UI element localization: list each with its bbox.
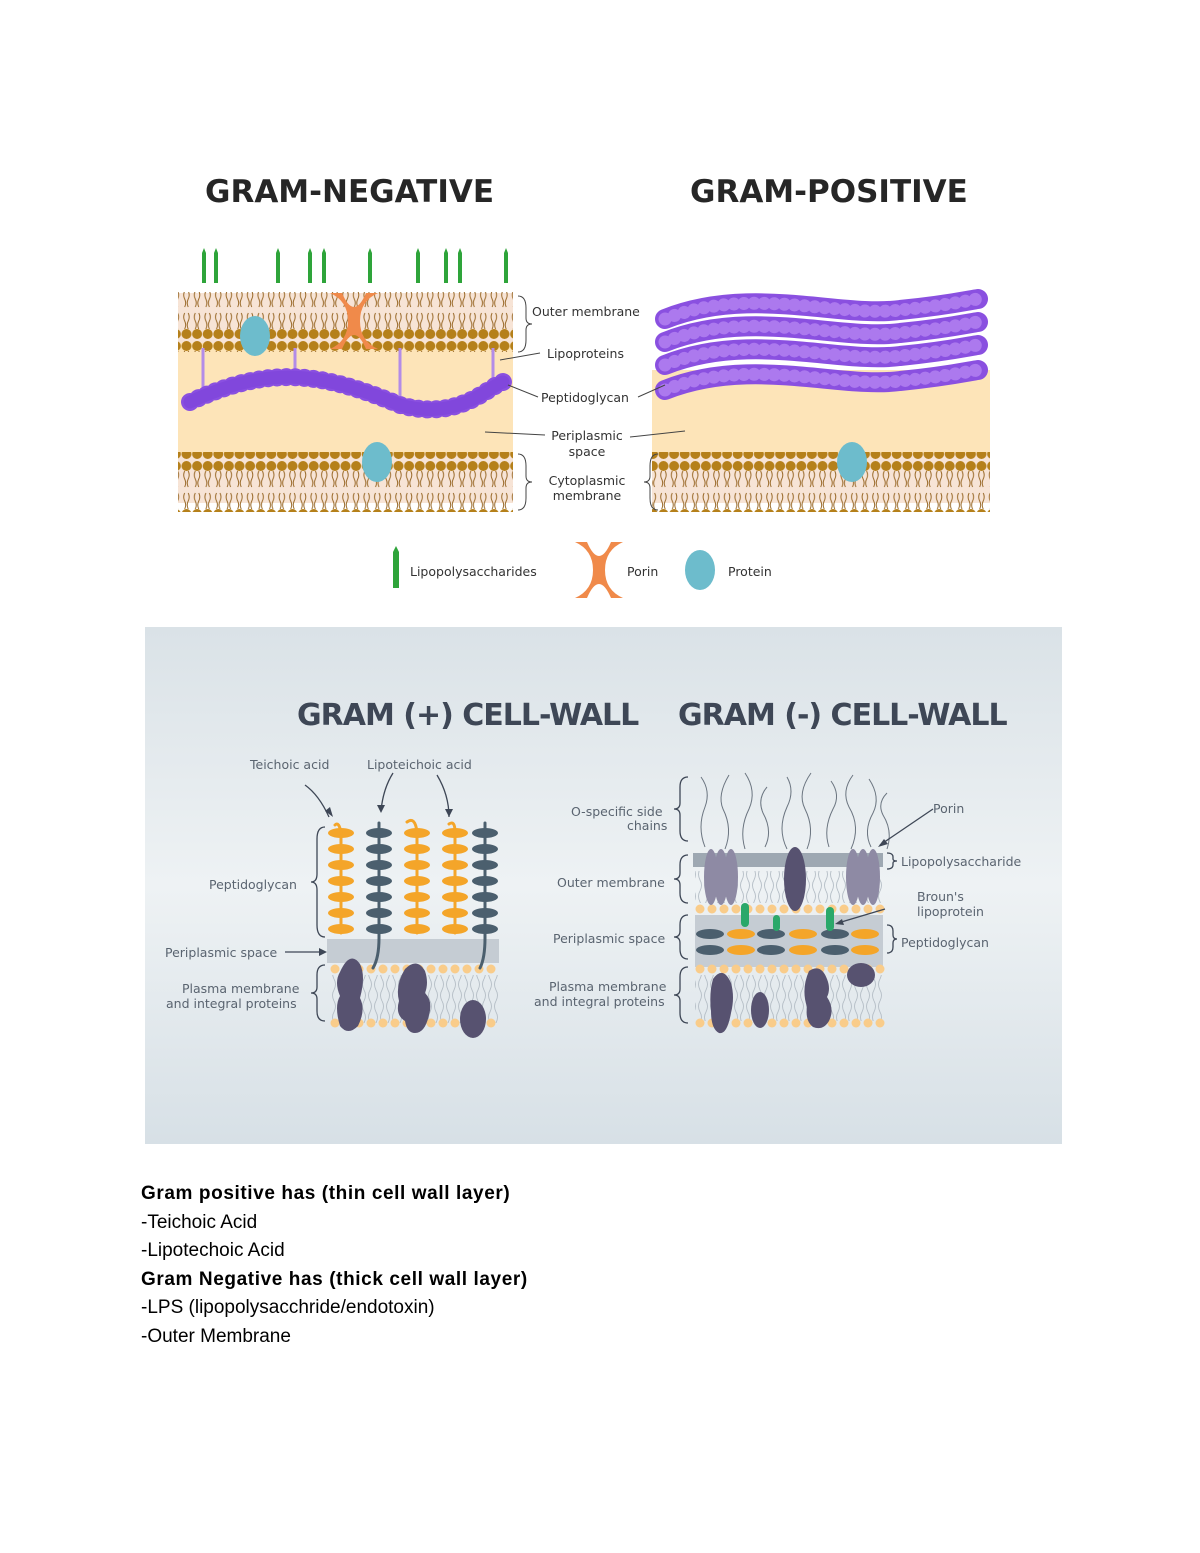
lps-legend-icon — [393, 546, 399, 588]
porin-protein — [724, 849, 738, 905]
label-cytoplasmic-membrane-1: Cytoplasmic — [548, 473, 626, 488]
label-peptidoglycan-negative: Peptidoglycan — [901, 935, 989, 950]
periplasmic-space-band — [695, 915, 883, 967]
label-plasma-membrane-positive-2: and integral proteins — [166, 996, 297, 1011]
brauns-lipoprotein — [741, 903, 749, 927]
label-peptidoglycan-positive: Peptidoglycan — [209, 877, 297, 892]
label-periplasmic-space-positive: Periplasmic space — [165, 945, 278, 960]
cell-wall-diagram — [145, 627, 1062, 1144]
label-peptidoglycan: Peptidoglycan — [541, 390, 629, 405]
gram-negative-panel — [178, 248, 513, 512]
lps-molecule — [504, 248, 508, 283]
label-o-specific-side-chains-2: chains — [627, 818, 668, 833]
protein-shape — [240, 316, 270, 356]
title-gram-negative-cell-wall: GRAM (-) CELL-WALL — [678, 698, 1007, 733]
label-plasma-membrane-positive-1: Plasma membrane — [182, 981, 300, 996]
lipopolysaccharide-group — [202, 248, 508, 283]
label-o-specific-side-chains-1: O-specific side — [571, 804, 663, 819]
title-gram-negative: GRAM-NEGATIVE — [205, 174, 495, 210]
label-porin: Porin — [933, 801, 965, 816]
label-brauns-lipoprotein-2: lipoprotein — [917, 904, 984, 919]
title-gram-positive: GRAM-POSITIVE — [690, 174, 968, 210]
lps-molecule — [416, 248, 420, 283]
label-lipoproteins: Lipoproteins — [547, 346, 624, 361]
lps-molecule — [368, 248, 372, 283]
label-cytoplasmic-membrane-2: membrane — [552, 488, 622, 503]
gram-comparison-diagram — [160, 160, 1040, 610]
label-plasma-membrane-negative-2: and integral proteins — [534, 994, 665, 1009]
label-periplasmic-space-1: Periplasmic — [551, 428, 623, 443]
lps-molecule — [322, 248, 326, 283]
gram-positive-heading: Gram positive has (thin cell wall layer) — [141, 1183, 511, 1204]
legend-porin: Porin — [627, 564, 659, 579]
label-outer-membrane: Outer membrane — [532, 304, 640, 319]
label-periplasmic-space-negative: Periplasmic space — [553, 931, 666, 946]
lps-molecule — [276, 248, 280, 283]
lps-molecule — [458, 248, 462, 283]
title-gram-positive-cell-wall: GRAM (+) CELL-WALL — [297, 698, 639, 733]
brauns-lipoprotein — [773, 915, 780, 931]
label-lipopolysaccharide: Lipopolysaccharide — [901, 854, 1022, 869]
legend — [393, 542, 772, 598]
label-lipoteichoic-acid: Lipoteichoic acid — [367, 757, 472, 772]
gram-negative-item: -Outer Membrane — [141, 1325, 291, 1347]
label-plasma-membrane-negative-1: Plasma membrane — [549, 979, 667, 994]
label-teichoic-acid: Teichoic acid — [250, 757, 330, 772]
gram-positive-panel — [652, 299, 990, 512]
protein-shape — [837, 442, 867, 482]
legend-protein: Protein — [728, 564, 772, 579]
protein-shape — [362, 442, 392, 482]
outer-membrane-protein — [784, 847, 806, 911]
gram-negative-item: -LPS (lipopolysacchride/endotoxin) — [141, 1297, 435, 1318]
lps-molecule — [444, 248, 448, 283]
integral-protein — [751, 992, 769, 1028]
notes-section — [141, 1180, 1041, 1351]
lps-molecule — [202, 248, 206, 283]
label-outer-membrane-negative: Outer membrane — [557, 875, 665, 890]
label-brauns-lipoprotein-1: Broun's — [917, 889, 964, 904]
porin-protein — [866, 849, 880, 905]
porin-legend-icon — [575, 542, 623, 598]
label-periplasmic-space-2: space — [568, 444, 606, 459]
lps-molecule — [308, 248, 312, 283]
gram-negative-heading: Gram Negative has (thick cell wall layer) — [141, 1268, 528, 1290]
gram-positive-item: -Lipotechoic Acid — [141, 1240, 285, 1261]
legend-lipopolysaccharides: Lipopolysaccharides — [410, 564, 537, 579]
brauns-lipoprotein — [826, 907, 834, 931]
integral-protein — [460, 1000, 486, 1038]
lps-molecule — [214, 248, 218, 283]
gram-positive-item: -Teichoic Acid — [141, 1211, 258, 1233]
protein-legend-icon — [685, 550, 715, 590]
integral-protein — [847, 963, 875, 987]
